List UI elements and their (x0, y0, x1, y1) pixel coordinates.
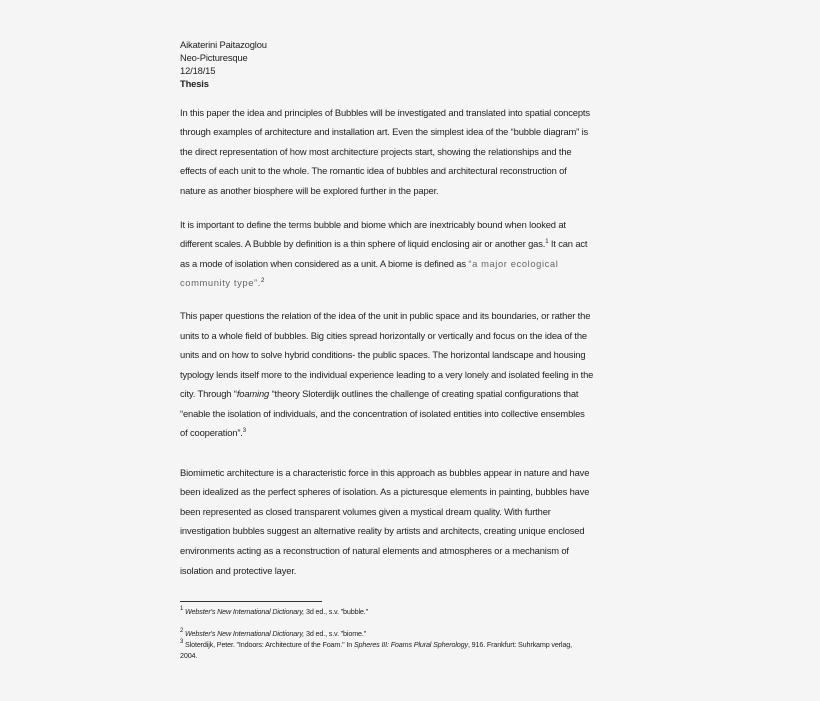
footnote-3-continued: 2004. (180, 651, 198, 660)
course-name: Neo-Picturesque (180, 52, 248, 63)
text-segment: as a mode of isolation when considered as a unit. A biome is defined as (180, 258, 469, 269)
text-segment: different scales. A Bubble by definition is a thin sphere of liquid enclosing air or another gas. (180, 238, 546, 249)
document-title: Thesis (180, 78, 209, 89)
text-line: the direct representation of how most architecture projects start, showing the relationships and the (180, 146, 572, 157)
text-line: been idealized as the perfect spheres of isolation. As a picturesque elements in painting, bubbles have (180, 486, 590, 497)
text-segment: “theory Sloterdijk outlines the challenge of creating spatial configurations that (269, 388, 579, 399)
footnote-number: 1 (180, 606, 184, 612)
text-line: “enable the isolation of individuals, and the concentration of isolated entities into collective ensembles (180, 408, 585, 419)
italic-term: foaming (236, 388, 270, 399)
text-line: been represented as closed transparent volumes given a mystical dream quality. With further (180, 506, 551, 517)
date: 12/18/15 (180, 65, 216, 76)
footnote-2 (180, 629, 366, 638)
text-line: It is important to define the terms bubble and biome which are inextricably bound when looked at (180, 219, 566, 230)
text-line (180, 277, 264, 288)
footnote-text: 3d ed., s.v. "bubble." (304, 607, 368, 616)
footnote-text: Sloterdijk, Peter. "Indoors: Architecture of the Foam." In (185, 640, 354, 649)
text-line: investigation bubbles suggest an alternative reality by artists and architects, creating unique enclosed (180, 525, 585, 536)
author-name: Aikaterini Paitazoglou (180, 39, 267, 50)
text-line (180, 258, 558, 269)
footnote-text: , 916. Frankfurt: Suhrkamp verlag, (467, 640, 572, 649)
text-line: Biomimetic architecture is a characteristic force in this approach as bubbles appear in nature and have (180, 467, 590, 478)
text-line: units and on how to solve hybrid conditions- the public spaces. The horizontal landscape and housing (180, 349, 586, 360)
quote-segment: “a major ecological (468, 258, 559, 269)
text-line: units to a whole field of bubbles. Big cities spread horizontally or vertically and focus on the idea of the (180, 330, 587, 341)
text-line: isolation and protective layer. (180, 565, 297, 576)
footnote-ref-3: 3 (242, 428, 246, 434)
text-line (180, 238, 587, 249)
text-line (180, 388, 578, 399)
footnote-number: 2 (180, 628, 184, 634)
text-line (180, 427, 246, 438)
text-line: effects of each unit to the whole. The romantic idea of bubbles and architectural reconstruction of (180, 165, 567, 176)
footnote-divider (180, 601, 322, 602)
text-line: This paper questions the relation of the idea of the unit in public space and its boundaries, or rather the (180, 310, 591, 321)
footnote-source: Webster's New International Dictionary, (185, 629, 305, 638)
text-line: environments acting as a reconstruction of natural elements and atmospheres or a mechanism of (180, 545, 569, 556)
text-line: typology lends itself more to the individual experience leading to a very lonely and isolated feeling in the (180, 369, 594, 380)
text-line: nature as another biosphere will be explored further in the paper. (180, 185, 439, 196)
footnote-3 (180, 640, 572, 649)
footnote-ref-1: 1 (545, 239, 549, 245)
text-segment: city. Through “ (180, 388, 237, 399)
footnote-source: Webster's New International Dictionary, (185, 607, 305, 616)
text-line: through examples of architecture and installation art. Even the simplest idea of the “bubble diagram” is (180, 126, 589, 137)
footnote-source: Spheres III: Foams Plural Spherology (353, 640, 468, 649)
text-line: In this paper the idea and principles of Bubbles will be investigated and translated into spatial concepts (180, 107, 590, 118)
footnote-text: 3d ed., s.v. "biome." (304, 629, 367, 638)
footnote-ref-2: 2 (260, 278, 265, 284)
footnote-number: 3 (180, 639, 184, 645)
text-segment: of cooperation”. (180, 427, 243, 438)
quote-segment: community type”. (180, 277, 261, 288)
footnote-1 (180, 607, 368, 616)
text-segment: It can act (548, 238, 588, 249)
